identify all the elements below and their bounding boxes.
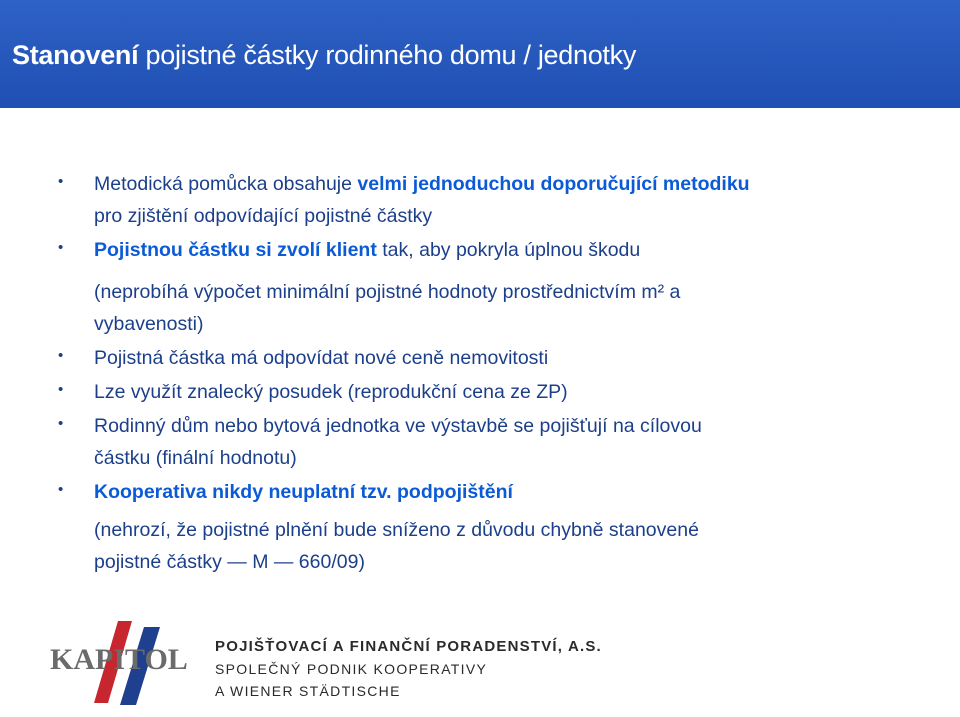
bullet-emphasis: velmi jednoduchou doporučující metodiku (357, 173, 750, 195)
kapitol-logo-graphic (48, 615, 218, 705)
bullet-item (58, 410, 928, 474)
bullet-text: pojistné částky — M — 660/09) (94, 551, 365, 573)
company-subtitle-2: A WIENER STÄDTISCHE (215, 683, 401, 699)
bullet-text: částku (finální hodnotu) (94, 447, 297, 469)
slide-title-rest: pojistné částky rodinného domu / jednotky (138, 40, 637, 70)
bullet-text: Pojistná částka má odpovídat nové ceně nemovitosti (94, 347, 549, 369)
bullet-list (58, 168, 928, 578)
bullet-emphasis: Kooperativa nikdy neuplatní tzv. podpojištění (94, 481, 513, 503)
bullet-text: vybavenosti) (94, 313, 204, 335)
slide-title (12, 40, 636, 71)
bullet-text: (nehrozí, že pojistné plnění bude sníženo z důvodu chybně stanovené (94, 519, 699, 541)
bullet-item (58, 376, 928, 408)
bullet-text: pro zjištění odpovídající pojistné částky (94, 205, 433, 227)
bullet-text: Metodická pomůcka obsahuje (94, 173, 358, 195)
bullet-item (58, 234, 928, 340)
slide-header (0, 0, 960, 108)
bullet-emphasis: Pojistnou částku si zvolí klient (94, 239, 377, 261)
kapitol-logo (48, 615, 218, 705)
company-info (215, 636, 602, 702)
bullet-text: (neprobíhá výpočet minimální pojistné hodnoty prostřednictvím m² a (94, 281, 681, 303)
bullet-item (58, 168, 928, 232)
bullet-text: Lze využít znalecký posudek (reprodukční cena ze ZP) (94, 381, 568, 403)
company-name: POJIŠŤOVACÍ A FINANČNÍ PORADENSTVÍ, A.S. (215, 638, 602, 655)
logo-wordmark: KAPITOL (50, 643, 188, 676)
bullet-text: Rodinný dům nebo bytová jednotka ve výstavbě se pojišťují na cílovou (94, 415, 702, 437)
bullet-item (58, 476, 928, 578)
slide-title-bold: Stanovení (12, 40, 139, 70)
bullet-item (58, 342, 928, 374)
company-subtitle: SPOLEČNÝ PODNIK KOOPERATIVY (215, 661, 488, 677)
bullet-text: tak, aby pokryla úplnou škodu (376, 239, 641, 261)
